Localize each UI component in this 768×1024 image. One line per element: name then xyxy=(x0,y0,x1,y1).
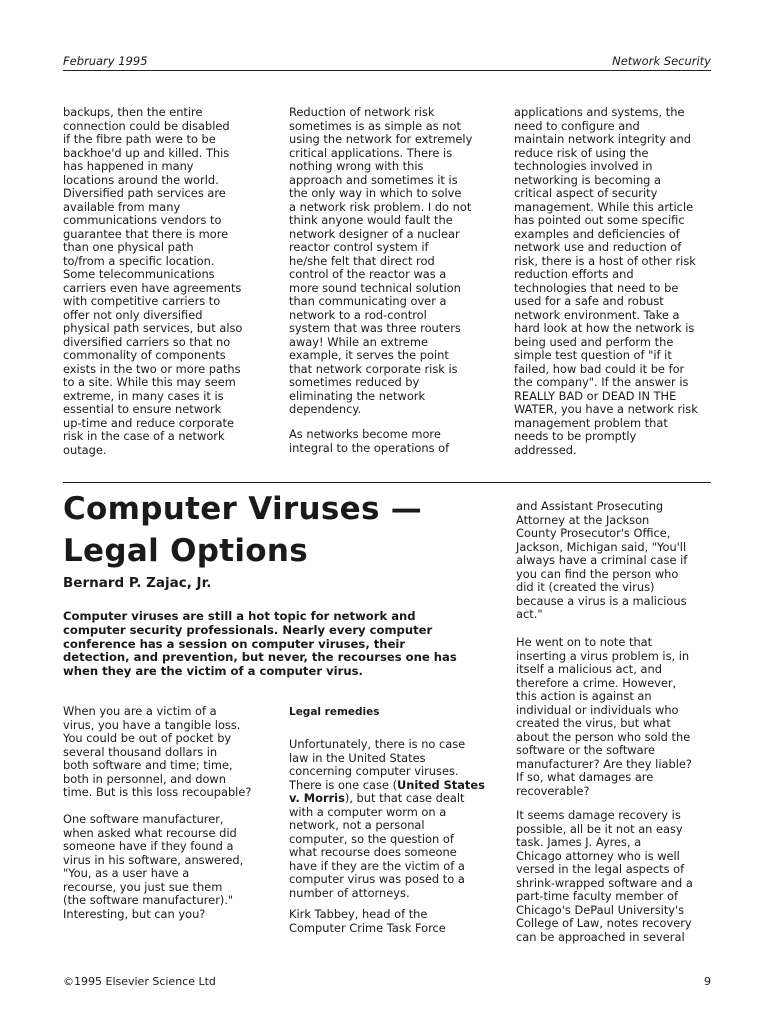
case-name-part2: v. Morris xyxy=(289,791,345,805)
col2-para1-text-a: Unfortunately, there is no case law in the United States concerning computer viruses. There is one case ( xyxy=(289,737,466,792)
top-column-2: Reduction of network risk sometimes is as simple as not using the network for extremely critical applications. There is nothing wrong with this approach and sometimes it is the only way in which to solve a network risk problem. I do not think anyone would fault the network designer of a nuclear reactor control system if he/she felt that direct rod control of the reactor was a more sound technical solution than communicating over a network to a rod-control system that was three routers away! While an extreme example, it serves the point that network corporate risk is sometimes reduced by eliminating the network dependency. xyxy=(289,105,473,416)
header-rule xyxy=(63,70,711,71)
header-date: February 1995 xyxy=(63,54,148,68)
article-col1-para2: One software manufacturer, when asked what recourse did someone have if they found a virus in his software, answered, "You, as a user have a recourse, you just sue them (the software manufacturer)." Interesting, but can you? xyxy=(63,812,244,921)
article-col3-para1: and Assistant Prosecuting Attorney at the Jackson County Prosecutor's Office, Jackson, Michigan said, "You'll always have a criminal case if you can find the person who did it (created the virus) because a virus is a malicious act." xyxy=(516,499,688,621)
footer-copyright: ©1995 Elsevier Science Ltd xyxy=(63,975,216,988)
article-col3-para2: He went on to note that inserting a virus problem is, in itself a malicious act, and therefore a crime. However, this action is against an individual or individuals who created the virus, but what about the person who sold the software or the software manufacturer? Are they liable? If so, what damages are recoverable? xyxy=(516,635,692,798)
article-col3-para3: It seems damage recovery is possible, all be it not an easy task. James J. Ayres, a Chicago attorney who is well versed in the legal aspects of shrink-wrapped software and a part-time faculty member of Chicago's DePaul University's College of Law, notes recovery can be approached in several xyxy=(516,808,693,944)
article-title-line-2: Legal Options xyxy=(63,533,309,569)
legal-remedies-heading: Legal remedies xyxy=(289,706,380,718)
article-author: Bernard P. Zajac, Jr. xyxy=(63,575,212,591)
article-title xyxy=(63,488,483,572)
section-rule xyxy=(63,482,711,483)
top-column-3: applications and systems, the need to configure and maintain network integrity and reduce risk of using the technologies involved in networking is becoming a critical aspect of security management. While this article has pointed out some specific examples and deficiencies of network use and reduction of risk, there is a host of other risk reduction efforts and technologies that need to be used for a safe and robust network environment. Take a hard look at how the network is being used and perform the simple test question of "if it failed, how bad could it be for the company". If the answer is REALLY BAD or DEAD IN THE WATER, you have a network risk management problem that needs to be promptly addressed. xyxy=(514,105,698,457)
article-abstract: Computer viruses are still a hot topic for network and computer security professionals. Nearly every computer conference has a session on computer viruses, their detection, and prevention, but never, the recourses one has when they are the victim of a computer virus. xyxy=(63,609,457,679)
top-column-1: backups, then the entire connection could be disabled if the fibre path were to be backhoe'd up and killed. This has happened in many locations around the world. Diversified path services are available from many communications vendors to guarantee that there is more than one physical path to/from a specific location. Some telecommunications carriers even have agreements with competitive carriers to offer not only diversified physical path services, but also diversified carriers so that no commonality of components exists in the two or more paths to a site. While this may seem extreme, in many cases it is essential to ensure network up-time and reduce corporate risk in the case of a network outage. xyxy=(63,105,243,457)
running-header xyxy=(63,54,711,70)
col2-para1-text-c: ), but that case dealt with a computer worm on a network, not a personal computer, so the question of what recourse does someone have if they are the victim of a computer virus was posed to a number of attorneys. xyxy=(289,791,465,900)
article-col2-para2: Kirk Tabbey, head of the Computer Crime Task Force xyxy=(289,907,446,935)
article-col1-para1: When you are a victim of a virus, you have a tangible loss. You could be out of pocket by several thousand dollars in both software and time; time, both in personnel, and down time. But is this loss recoupable? xyxy=(63,704,252,799)
page-number: 9 xyxy=(704,975,711,988)
top-column-2-continued: As networks become more integral to the operations of xyxy=(289,427,450,455)
header-journal: Network Security xyxy=(612,54,711,68)
case-name-part1: United States xyxy=(397,777,485,792)
article-title-line-1: Computer Viruses — xyxy=(63,491,423,527)
article-col2-para1 xyxy=(289,738,489,900)
